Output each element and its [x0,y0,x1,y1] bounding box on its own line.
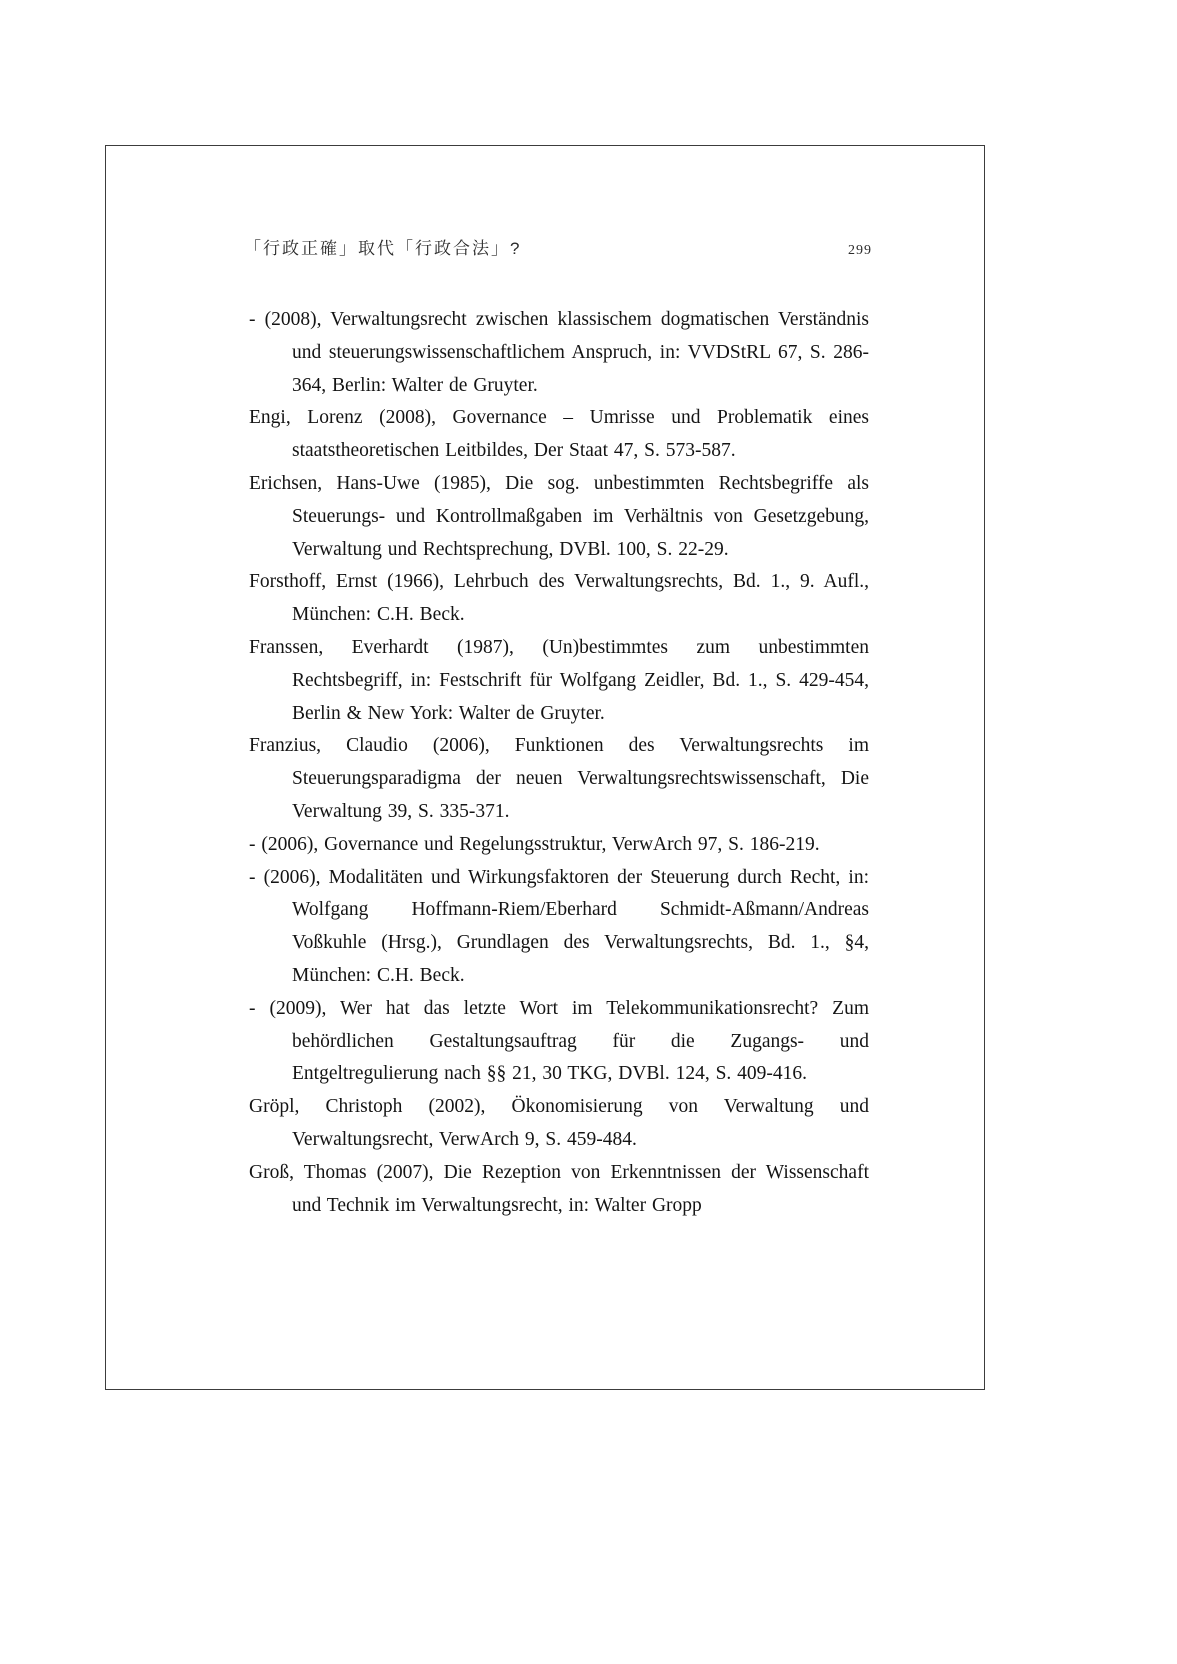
bibliography-entry: Erichsen, Hans-Uwe (1985), Die sog. unbestimmten Rechtsbegriffe als Steuerungs- und Kontrollmaßgaben im Verhältnis von Gesetzgebung, Verwaltung und Rechtsprechung, DVBl. 100, S. 22-29. [249,472,869,560]
bibliography-entry: Gröpl, Christoph (2002), Ökonomisierung von Verwaltung und Verwaltungsrecht, VerwArch 9, S. 459-484. [249,1096,869,1150]
page-header [244,234,872,259]
running-head-title: 「行政正確」取代「行政合法」? [244,239,522,258]
bibliography-entry: Franssen, Everhardt (1987), (Un)bestimmtes zum unbestimmten Rechtsbegriff, in: Festschrift für Wolfgang Zeidler, Bd. 1., S. 429-454, Berlin & New York: Walter de Gruyter. [249,636,869,724]
document-page [105,145,985,1390]
bibliography-entry: - (2006), Governance und Regelungsstruktur, VerwArch 97, S. 186-219. [249,833,820,855]
page-number: 299 [848,243,872,258]
bibliography-entry: Groß, Thomas (2007), Die Rezeption von Erkenntnissen der Wissenschaft und Technik im Verwaltungsrecht, in: Walter Gropp [249,1161,869,1216]
bibliography-entry: - (2006), Modalitäten und Wirkungsfaktoren der Steuerung durch Recht, in: Wolfgang Hoffmann-Riem/Eberhard Schmidt-Aßmann/Andreas Voßkuhle (Hrsg.), Grundlagen des Verwaltungsrechts, Bd. 1., §4, München: C.H. Beck. [249,866,869,986]
bibliography-entry: - (2008), Verwaltungsrecht zwischen klassischem dogmatischen Verständnis und steuerungswissenschaftlichem Anspruch, in: VVDStRL 67, S. 286-364, Berlin: Walter de Gruyter. [249,309,869,396]
bibliography-entry: Engi, Lorenz (2008), Governance – Umrisse und Problematik eines staatstheoretischen Leitbildes, Der Staat 47, S. 573-587. [249,407,869,462]
bibliography-entry: Franzius, Claudio (2006), Funktionen des Verwaltungsrechts im Steuerungsparadigma der neuen Verwaltungsrechtswissenschaft, Die Verwaltung 39, S. 335-371. [249,735,869,822]
bibliography-entry: - (2009), Wer hat das letzte Wort im Telekommunikationsrecht? Zum behördlichen Gestaltungsauftrag für die Zugangs- und Entgeltregulierung nach §§ 21, 30 TKG, DVBl. 124, S. 409-416. [249,997,869,1085]
bibliography-entry: Forsthoff, Ernst (1966), Lehrbuch des Verwaltungsrechts, Bd. 1., 9. Aufl., München: C.H. Beck. [249,571,869,626]
bibliography-list [249,304,869,1222]
